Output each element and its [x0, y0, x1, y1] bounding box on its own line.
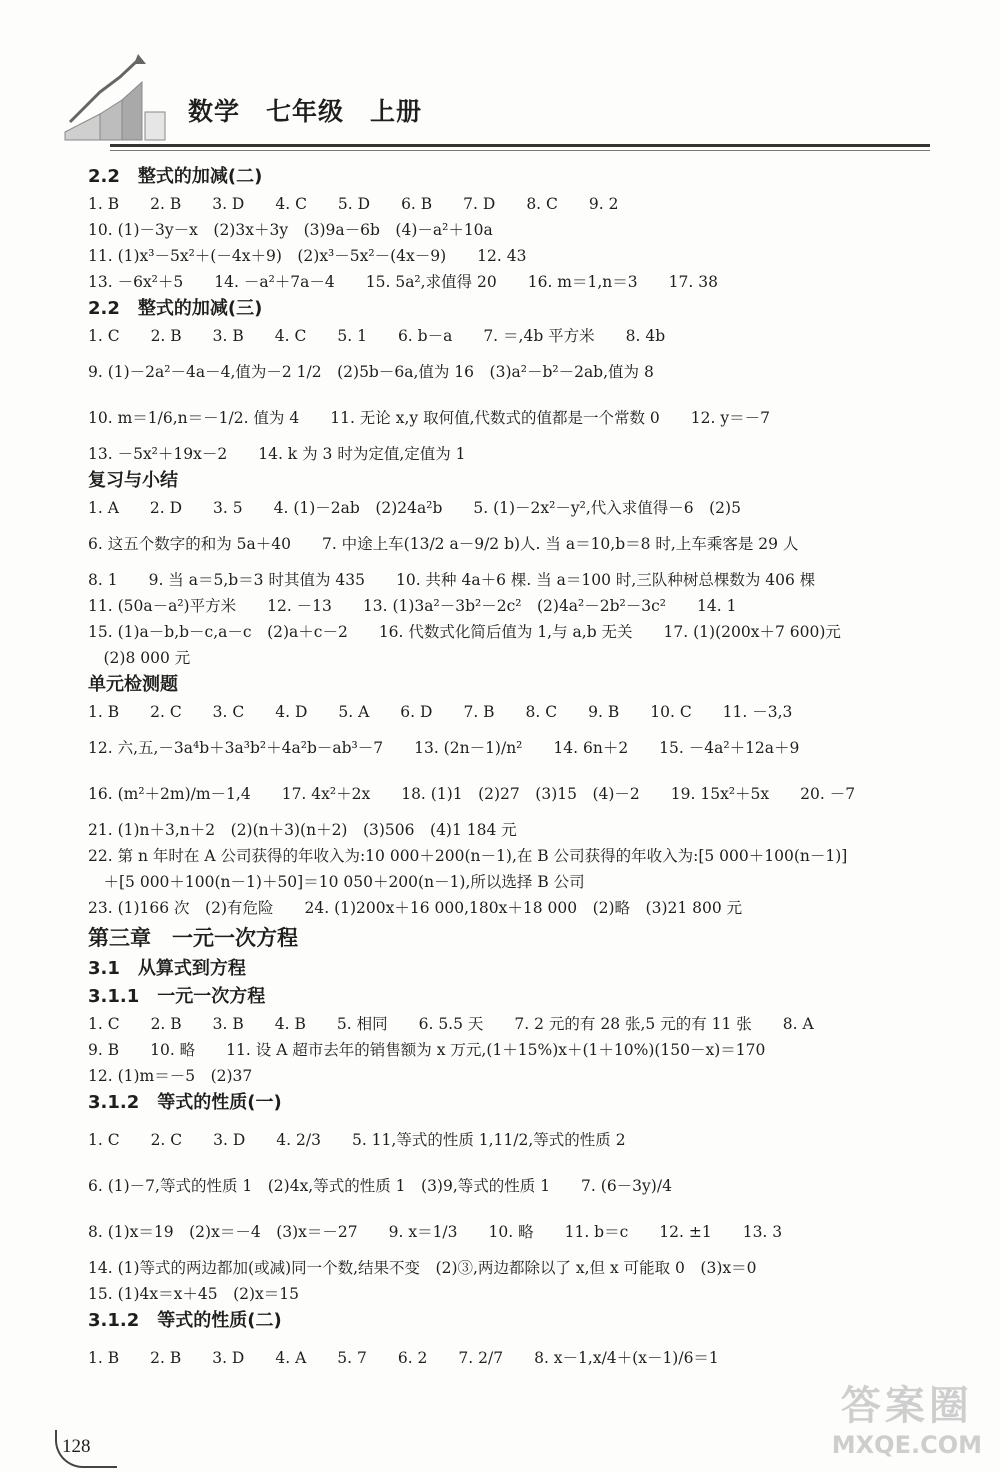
answer-line: 6. (1)－7,等式的性质 1 (2)4x,等式的性质 1 (3)9,等式的性质 1 7. (6－3y)/4 — [88, 1177, 672, 1195]
header-rule — [110, 144, 930, 147]
answer-line: 13. －5x²＋19x－2 14. k 为 3 时为定值,定值为 1 — [88, 445, 466, 463]
answer-line: 1. A 2. D 3. 5 4. (1)－2ab (2)24a²b 5. (1)－2x²－y²,代入求值得－6 (2)5 — [88, 499, 741, 517]
page-number: 128 — [62, 1436, 91, 1457]
answer-content — [88, 163, 948, 1381]
section-heading: 2.2 整式的加减(三) — [88, 298, 263, 319]
answer-line: 1. B 2. B 3. D 4. A 5. 7 6. 2 7. 2/7 8. x－1,x/4＋(x－1)/6＝1 — [88, 1349, 719, 1367]
watermark-line1: 答案圈 — [840, 1383, 973, 1429]
section-heading: 3.1 从算式到方程 — [88, 958, 246, 979]
section-heading: 2.2 整式的加减(二) — [88, 166, 263, 187]
answer-line: 1. C 2. B 3. B 4. B 5. 相同 6. 5.5 天 7. 2 元的有 28 张,5 元的有 11 张 8. A — [88, 1015, 814, 1033]
watermark — [832, 1374, 982, 1459]
answer-line: 9. (1)－2a²－4a－4,值为－2 1/2 (2)5b－6a,值为 16 (3)a²－b²－2ab,值为 8 — [88, 363, 654, 381]
watermark-line2: MXQE.COM — [831, 1431, 982, 1459]
section-heading: 第三章 一元一次方程 — [88, 926, 298, 950]
header-title: 数学 七年级 上册 — [188, 97, 423, 126]
answer-line: 1. C 2. C 3. D 4. 2/3 5. 11,等式的性质 1,11/2,等式的性质 2 — [88, 1131, 626, 1149]
section-heading: 3.1.2 等式的性质(一) — [88, 1092, 282, 1113]
answer-line: 8. (1)x＝19 (2)x＝－4 (3)x＝－27 9. x＝1/3 10. 略 11. b＝c 12. ±1 13. 3 — [88, 1223, 783, 1241]
answer-line: 11. (50a－a²)平方米 12. －13 13. (1)3a²－3b²－2c² (2)4a²－2b²－3c² 14. 1 — [88, 597, 737, 615]
answer-line: 16. (m²＋2m)/m－1,4 17. 4x²＋2x 18. (1)1 (2)27 (3)15 (4)－2 19. 15x²＋5x 20. －7 — [88, 785, 856, 803]
section-heading: 3.1.2 等式的性质(二) — [88, 1310, 282, 1331]
answer-line: 1. C 2. B 3. B 4. C 5. 1 6. b－a 7. ＝,4b 平方米 8. 4b — [88, 327, 666, 345]
answer-line: 11. (1)x³－5x²＋(－4x＋9) (2)x³－5x²－(4x－9) 12. 43 — [88, 247, 527, 265]
answer-line: 12. (1)m＝－5 (2)37 — [88, 1067, 253, 1085]
answer-line: 15. (1)4x＝x＋45 (2)x＝15 — [88, 1285, 300, 1303]
page-header — [0, 0, 1000, 170]
answer-line: 10. (1)－3y－x (2)3x＋3y (3)9a－6b (4)－a²＋10a — [88, 221, 493, 239]
answer-line: 9. B 10. 略 11. 设 A 超市去年的销售额为 x 万元,(1＋15%)x＋(1＋10%)(150－x)＝170 — [88, 1041, 766, 1059]
staircase-logo-icon — [60, 52, 170, 142]
answer-line: 1. B 2. C 3. C 4. D 5. A 6. D 7. B 8. C 9. B 10. C 11. －3,3 — [88, 703, 793, 721]
header-rule-thin — [110, 150, 930, 151]
section-heading: 单元检测题 — [88, 674, 178, 695]
section-heading: 复习与小结 — [88, 470, 178, 491]
answer-line: 6. 这五个数字的和为 5a＋40 7. 中途上车(13/2 a－9/2 b)人. 当 a＝10,b＝8 时,上车乘客是 29 人 — [88, 535, 799, 553]
answer-line: 22. 第 n 年时在 A 公司获得的年收入为:10 000＋200(n－1),在 B 公司获得的年收入为:[5 000＋100(n－1)] — [88, 847, 848, 865]
answer-line: 23. (1)166 次 (2)有危险 24. (1)200x＋16 000,180x＋18 000 (2)略 (3)21 800 元 — [88, 899, 743, 917]
answer-line: 15. (1)a－b,b－c,a－c (2)a＋c－2 16. 代数式化简后值为 1,与 a,b 无关 17. (1)(200x＋7 600)元 — [88, 623, 841, 641]
answer-line: 8. 1 9. 当 a＝5,b＝3 时其值为 435 10. 共种 4a＋6 棵. 当 a＝100 时,三队种树总棵数为 406 棵 — [88, 571, 816, 589]
answer-line: 21. (1)n＋3,n＋2 (2)(n＋3)(n＋2) (3)506 (4)1 184 元 — [88, 821, 517, 839]
answer-line: ＋[5 000＋100(n－1)＋50]＝10 050＋200(n－1),所以选择 B 公司 — [88, 873, 585, 891]
section-heading: 3.1.1 一元一次方程 — [88, 986, 266, 1007]
answer-line: 14. (1)等式的两边都加(或减)同一个数,结果不变 (2)③,两边都除以了 x,但 x 可能取 0 (3)x＝0 — [88, 1259, 757, 1277]
answer-line: (2)8 000 元 — [88, 649, 191, 667]
answer-line: 10. m＝1/6,n＝－1/2. 值为 4 11. 无论 x,y 取何值,代数式的值都是一个常数 0 12. y＝－7 — [88, 409, 770, 427]
answer-line: 1. B 2. B 3. D 4. C 5. D 6. B 7. D 8. C 9. 2 — [88, 195, 619, 213]
answer-line: 12. 六,五,－3a⁴b＋3a³b²＋4a²b－ab³－7 13. (2n－1)/n² 14. 6n＋2 15. －4a²＋12a＋9 — [88, 739, 800, 757]
answer-line: 13. －6x²＋5 14. －a²＋7a－4 15. 5a²,求值得 20 16. m＝1,n＝3 17. 38 — [88, 273, 718, 291]
